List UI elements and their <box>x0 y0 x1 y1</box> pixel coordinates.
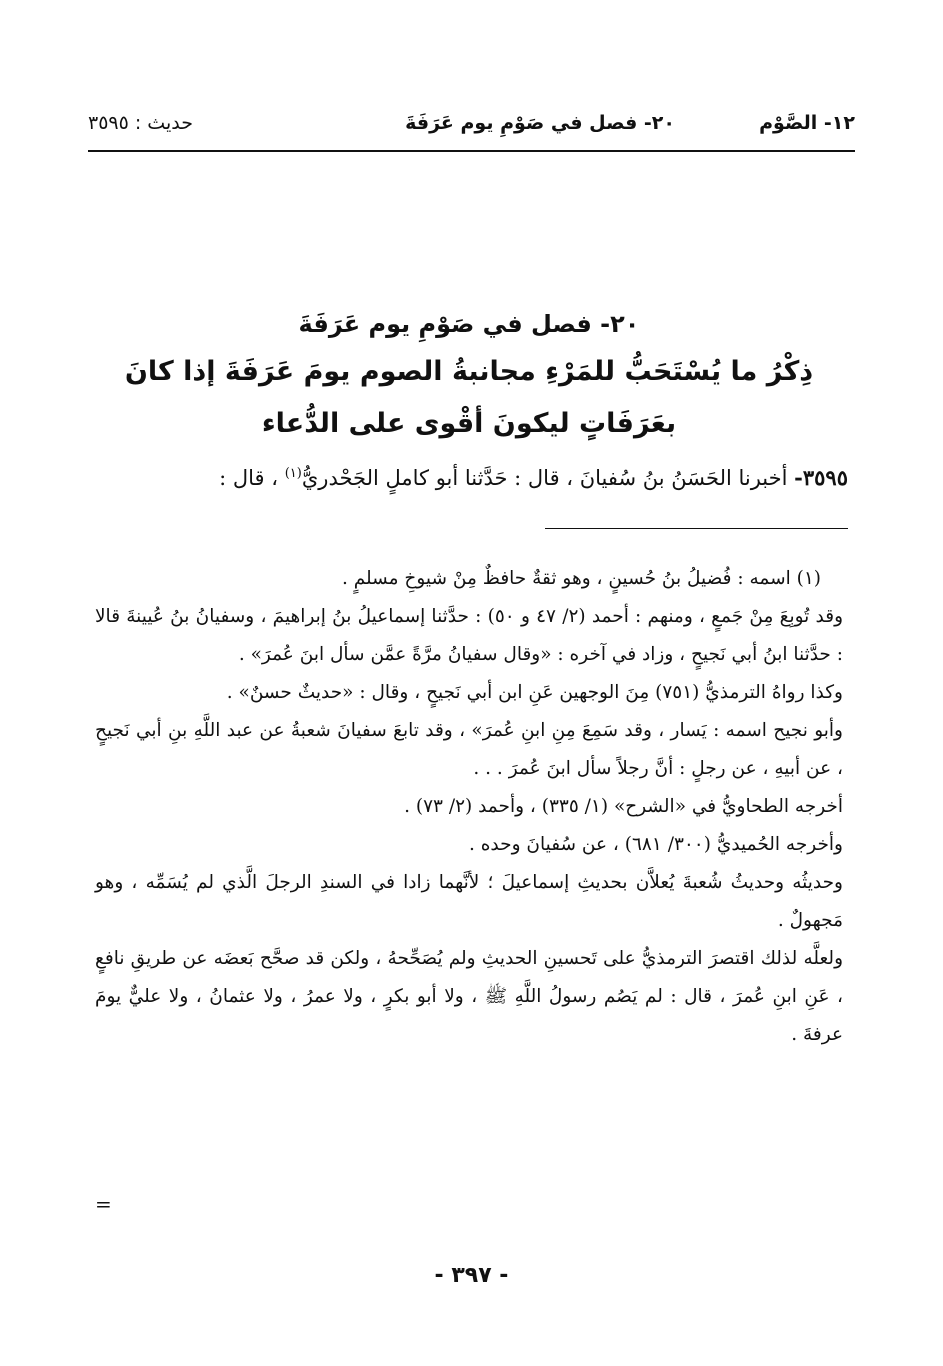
hadith-text <box>95 454 848 498</box>
continuation-mark: = <box>95 1192 112 1216</box>
footnote-paragraph: وحديثُه وحديثُ شُعبةَ يُعلاَّن بحديثِ إسماعيلَ ؛ لأنَّهما زادا في السندِ الرجلَ الَّذي لم يُسَمِّه ، وهو مَجهولٌ . <box>95 872 843 931</box>
header-chapter-title: ٢٠- فصل في صَوْمِ يوم عَرَفَةَ <box>405 112 675 134</box>
header-rule <box>88 150 855 152</box>
section-heading-line-2: بعَرَفَاتٍ ليكونَ أقْوى على الدُّعاء <box>261 408 677 439</box>
footnote-reference[interactable]: (١) <box>284 466 302 481</box>
footnote-paragraph: أخرجه الطحاويُّ في «الشرح» (١/ ٣٣٥) ، وأحمد (٢/ ٧٣) . <box>404 796 843 817</box>
footnote-paragraph: وأبو نجيح اسمه : يَسار ، وقد سَمِعَ مِنِ ابنِ عُمرَ» ، وقد تابعَ سفيانَ شعبةُ عن عبد اللَّهِ بنِ أبي نَجيحٍ ، عن أبيهِ ، عن رجلٍ : أنَّ رجلاً سأل ابنَ عُمرَ . . . <box>95 720 843 779</box>
section-heading-line-1: ذِكْرُ ما يُسْتَحَبُّ للمَرْءِ مجانبةُ الصوم يومَ عَرَفَةَ إذا كانَ <box>124 356 814 387</box>
hadith-number: ٣٥٩٥- <box>794 465 848 490</box>
chapter-heading: ٢٠- فصل في صَوْمِ يوم عَرَفَةَ <box>298 310 640 338</box>
footnote-paragraph: وكذا رواهُ الترمذيُّ (٧٥١) مِنَ الوجهين عَنِ ابن أبي نَجيحٍ ، وقال : «حديثٌ حسنٌ» . <box>226 682 843 703</box>
page-number: - ٣٩٧ - <box>434 1263 509 1288</box>
hadith-chain: أخبرنا الحَسَنُ بنُ سُفيانَ ، قال : حَدَّثنا أبو كاملٍ الجَحْدريُّ <box>301 466 788 490</box>
footnote-rule <box>545 528 848 529</box>
footnotes <box>95 560 843 1054</box>
footnote-paragraph: وقد تُوبِعَ مِنْ جَمعٍ ، ومنهم : أحمد (٢/ ٤٧ و ٥٠) : حدَّثنا إسماعيلُ بنُ إبراهيمَ ، وسفيانُ بنُ عُيينةَ قالا : حدَّثنا ابنُ أبي نَجيحٍ ، وزاد في آخره : «وقال سفيانُ مرَّةً عمَّن سأل ابنَ عُمرَ» . <box>95 606 844 665</box>
running-header <box>88 112 855 144</box>
footnote-paragraph: وأخرجه الحُميديُّ (٣٠٠/ ٦٨١) ، عن سُفيانَ وحده . <box>468 834 843 855</box>
hadith-chain-end: ، قال : <box>219 466 279 490</box>
header-book-title: ١٢- الصَّوْم <box>759 112 855 134</box>
titles-block <box>90 302 848 450</box>
footnote-paragraph: ولعلَّه لذلك اقتصرَ الترمذيُّ على تَحسينِ الحديثِ ولم يُصَحِّحهُ ، ولكن قد صحَّح بَعضَه عن طريقِ نافعٍ ، عَنِ ابنِ عُمرَ ، قال : لم يَصُم رسولُ اللَّهِ ﷺ ، ولا أبو بكرٍ ، ولا عمرُ ، ولا عثمانُ ، ولا عليٌّ يومَ عرفةَ . <box>95 948 843 1045</box>
footnote-paragraph: (١) اسمه : فُضيلُ بنُ حُسينٍ ، وهو ثقةٌ حافظٌ مِنْ شيوخِ مسلمٍ . <box>341 568 821 589</box>
header-hadith-ref: حديث : ٣٥٩٥ <box>88 112 193 134</box>
